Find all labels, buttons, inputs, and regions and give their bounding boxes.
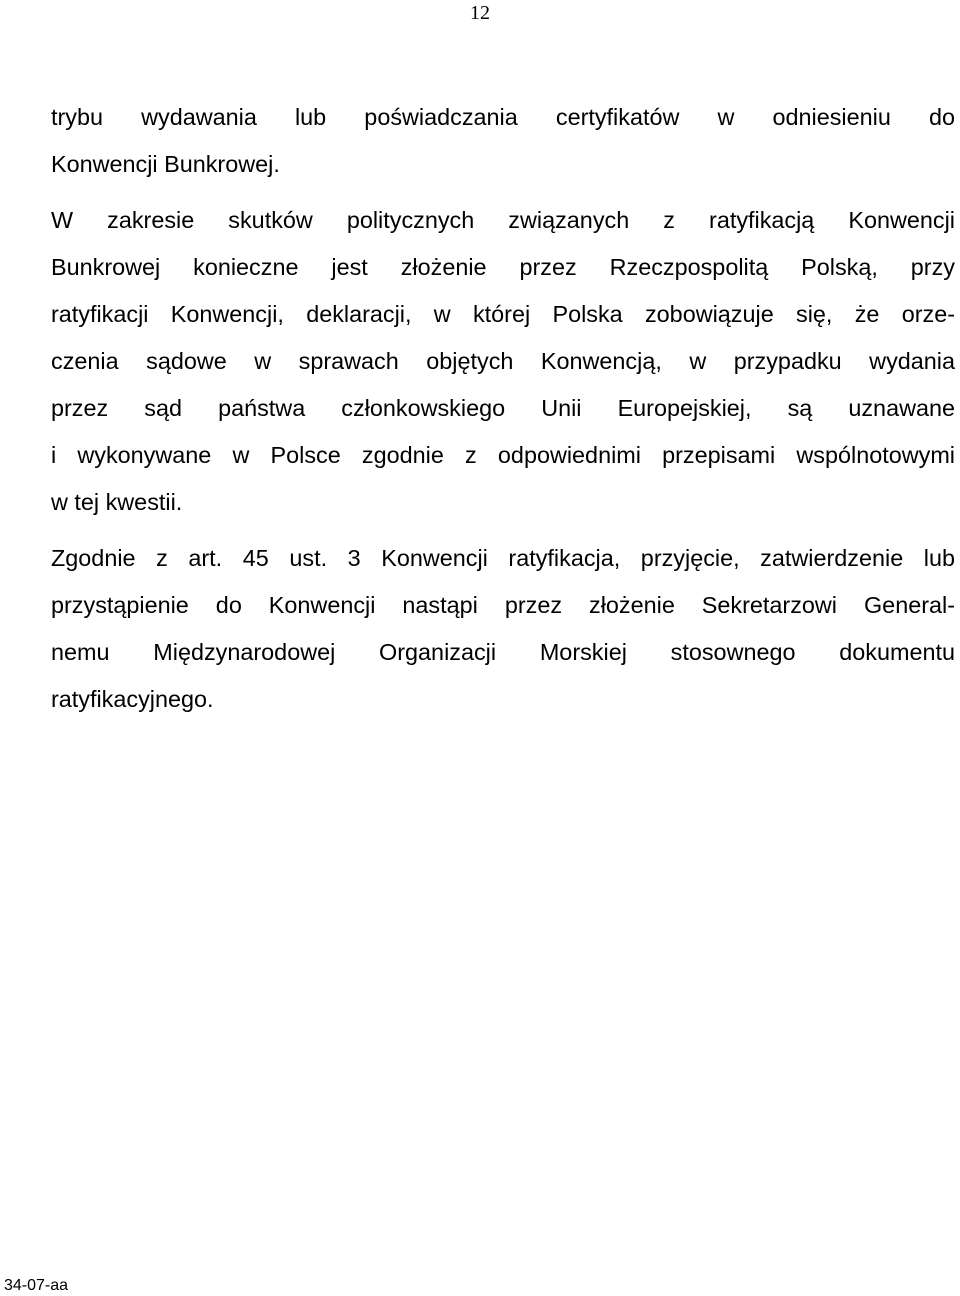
paragraph-3: [51, 535, 955, 723]
paragraph-gap: [51, 188, 955, 197]
text-line: czenia sądowe w sprawach objętych Konwencją, w przypadku wydania: [51, 348, 955, 374]
text-line: Konwencji Bunkrowej.: [51, 151, 280, 177]
footer-document-code: 34-07-aa: [4, 1277, 69, 1294]
paragraph-2: [51, 197, 955, 526]
page-number: 12: [470, 2, 490, 24]
text-line: ratyfikacji Konwencji, deklaracji, w której Polska zobowiązuje się, że orze-: [51, 301, 955, 327]
text-line: przez sąd państwa członkowskiego Unii Europejskiej, są uznawane: [51, 395, 955, 421]
document-body: [51, 94, 955, 723]
text-line: Bunkrowej konieczne jest złożenie przez Rzeczpospolitą Polską, przy: [51, 254, 955, 280]
paragraph-gap: [51, 526, 955, 535]
text-line: ratyfikacyjnego.: [51, 686, 214, 712]
text-line: przystąpienie do Konwencji nastąpi przez złożenie Sekretarzowi General-: [51, 592, 955, 618]
text-line: W zakresie skutków politycznych związanych z ratyfikacją Konwencji: [51, 207, 955, 233]
text-line: Zgodnie z art. 45 ust. 3 Konwencji ratyfikacja, przyjęcie, zatwierdzenie lub: [51, 545, 955, 571]
paragraph-1: [51, 94, 955, 188]
text-line: trybu wydawania lub poświadczania certyfikatów w odniesieniu do: [51, 104, 955, 130]
text-line: nemu Międzynarodowej Organizacji Morskiej stosownego dokumentu: [51, 639, 955, 665]
text-line: i wykonywane w Polsce zgodnie z odpowiednimi przepisami wspólnotowymi: [51, 442, 955, 468]
text-line: w tej kwestii.: [51, 489, 183, 515]
